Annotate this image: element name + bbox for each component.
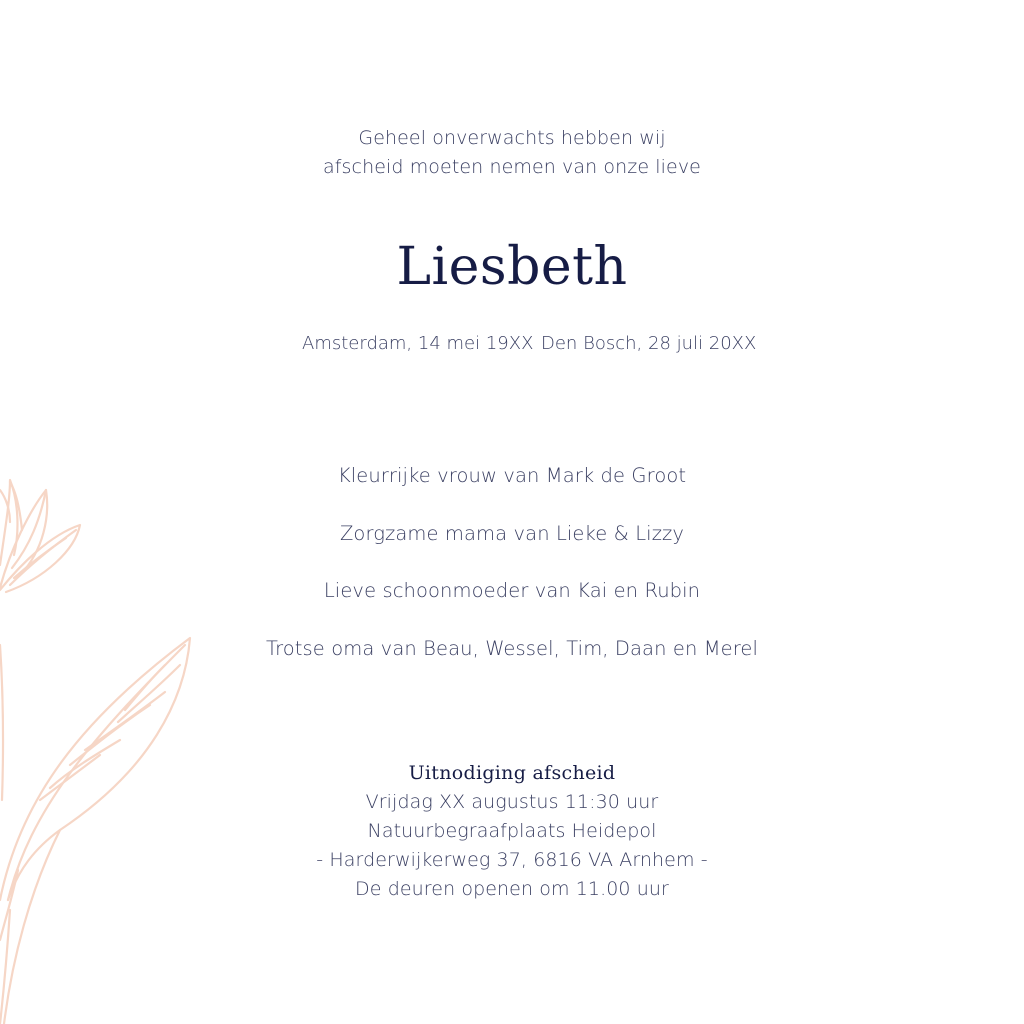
- relation-line: Trotse oma van Beau, Wessel, Tim, Daan en Merel: [265, 637, 759, 660]
- intro-line-2: afscheid moeten nemen van onze lieve: [323, 156, 701, 178]
- invitation-location: Natuurbegraafplaats Heidepol: [367, 820, 657, 842]
- invitation-address: - Harderwijkerweg 37, 6816 VA Arnhem -: [316, 849, 708, 871]
- invitation-doors: De deuren openen om 11.00 uur: [355, 878, 669, 900]
- floral-illustration-icon: [0, 470, 210, 1024]
- relation-line: Lieve schoonmoeder van Kai en Rubin: [323, 579, 701, 602]
- invitation-details: [0, 788, 1024, 904]
- intro-text: [0, 124, 1024, 182]
- intro-line-1: Geheel onverwachts hebben wij: [358, 127, 666, 149]
- relation-line: Kleurrijke vrouw van Mark de Groot: [337, 464, 687, 487]
- deceased-name: Liesbeth: [396, 237, 628, 297]
- relation-line: Zorgzame mama van Lieke & Lizzy: [339, 522, 685, 545]
- death-date: Den Bosch, 28 juli 20XX: [541, 333, 757, 354]
- invitation-date: Vrijdag XX augustus 11:30 uur: [365, 791, 659, 813]
- birth-date: Amsterdam, 14 mei 19XX: [302, 333, 534, 354]
- invitation-title: Uitnodiging afscheid: [408, 762, 616, 784]
